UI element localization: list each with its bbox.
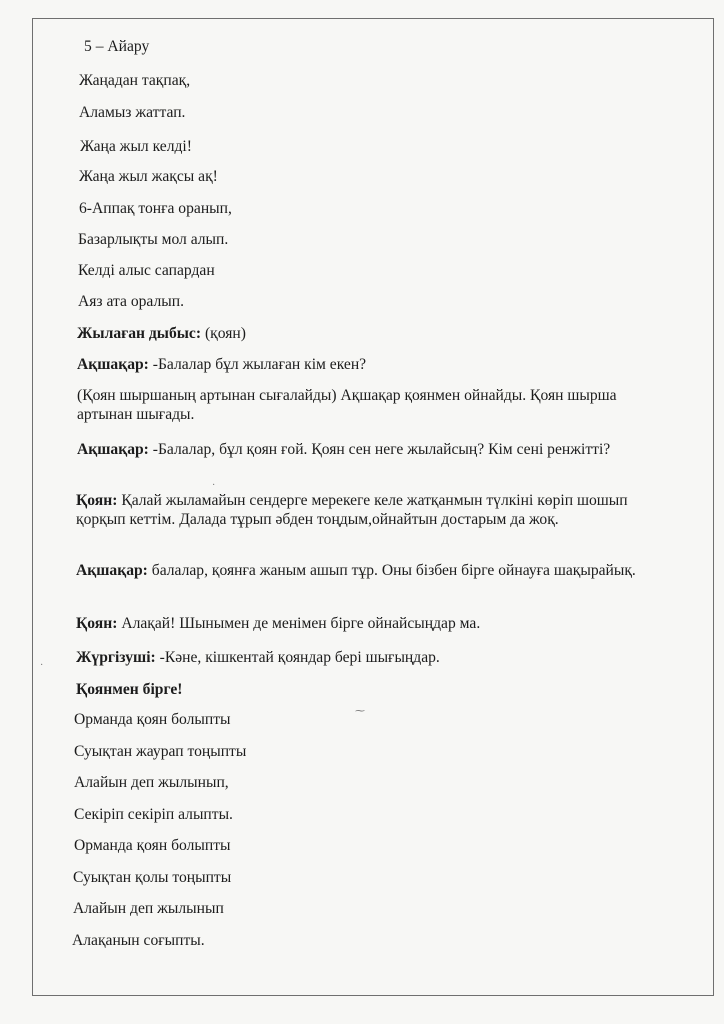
- speaker-label: Ақшақар:: [77, 356, 149, 373]
- text-line: 6-Аппақ тонға оранып,: [79, 200, 232, 217]
- poem-line: Орманда қоян болыпты: [74, 837, 231, 854]
- dialogue-line: Жүргізуші: -Кәне, кішкентай қояндар бері шығыңдар.: [76, 649, 440, 666]
- dialogue-line: Ақшақар: балалар, қоянға жаным ашып тұр. Оны бізбен бірге ойнауға шақырайық.: [76, 562, 636, 579]
- text-line: 5 – Айару: [84, 38, 150, 55]
- scan-speck: ·: [212, 480, 216, 491]
- poem-line: Алайын деп жылынып: [73, 900, 224, 917]
- text-line: Жаңа жыл жақсы ақ!: [79, 168, 218, 185]
- speaker-label: Жылаған дыбыс:: [77, 325, 202, 342]
- poem-line: Суықтан жаурап тоңыпты: [74, 743, 247, 760]
- speaker-label: Жүргізуші:: [76, 649, 156, 666]
- stage-direction: (Қоян шыршаның артынан сығалайды) Ақшақар қоянмен ойнайды. Қоян шырша артынан шығады.: [77, 387, 617, 423]
- text-line: Базарлықты мол алып.: [78, 231, 229, 248]
- dialogue-line: Жылаған дыбыс: (қоян): [77, 325, 246, 342]
- dialogue-line: Қоян: Қалай жыламайын сендерге мерекеге келе жатқанмын түлкіні көріп шошып қорқып кеттім. Далада тұрып әбден тоңдым,ойнайтын достарым да жоқ.: [76, 492, 628, 528]
- poem-line: Секіріп секіріп алыпты.: [74, 806, 233, 823]
- text-line: Аяз ата оралып.: [78, 293, 184, 310]
- text-line: Аламыз жаттап.: [79, 104, 186, 121]
- dialogue-line: Ақшақар: -Балалар, бұл қоян ғой. Қоян сен неге жылайсың? Кім сені ренжітті?: [77, 441, 611, 458]
- dialogue-line: Ақшақар: -Балалар бұл жылаған кім екен?: [77, 356, 367, 373]
- dialogue-line: Қоян: Алақай! Шынымен де менімен бірге ойнайсыңдар ма.: [76, 615, 481, 632]
- text-line: Жаңа жыл келді!: [80, 138, 192, 155]
- speaker-label: Қоян:: [76, 615, 118, 632]
- section-heading: Қоянмен бірге!: [76, 681, 183, 698]
- poem-line: Алақанын соғыпты.: [72, 932, 205, 949]
- text-line: Жаңадан тақпақ,: [79, 72, 191, 89]
- scan-speck: ⁓: [355, 706, 365, 717]
- speaker-label: Ақшақар:: [77, 441, 149, 458]
- text-line: Келді алыс сапардан: [78, 262, 215, 279]
- scan-speck: ·: [40, 660, 44, 671]
- speaker-label: Қоян:: [76, 492, 118, 509]
- poem-line: Орманда қоян болыпты: [74, 711, 231, 728]
- speaker-label: Ақшақар:: [76, 562, 148, 579]
- poem-line: Суықтан қолы тоңыпты: [73, 869, 232, 886]
- poem-line: Алайын деп жылынып,: [74, 774, 229, 791]
